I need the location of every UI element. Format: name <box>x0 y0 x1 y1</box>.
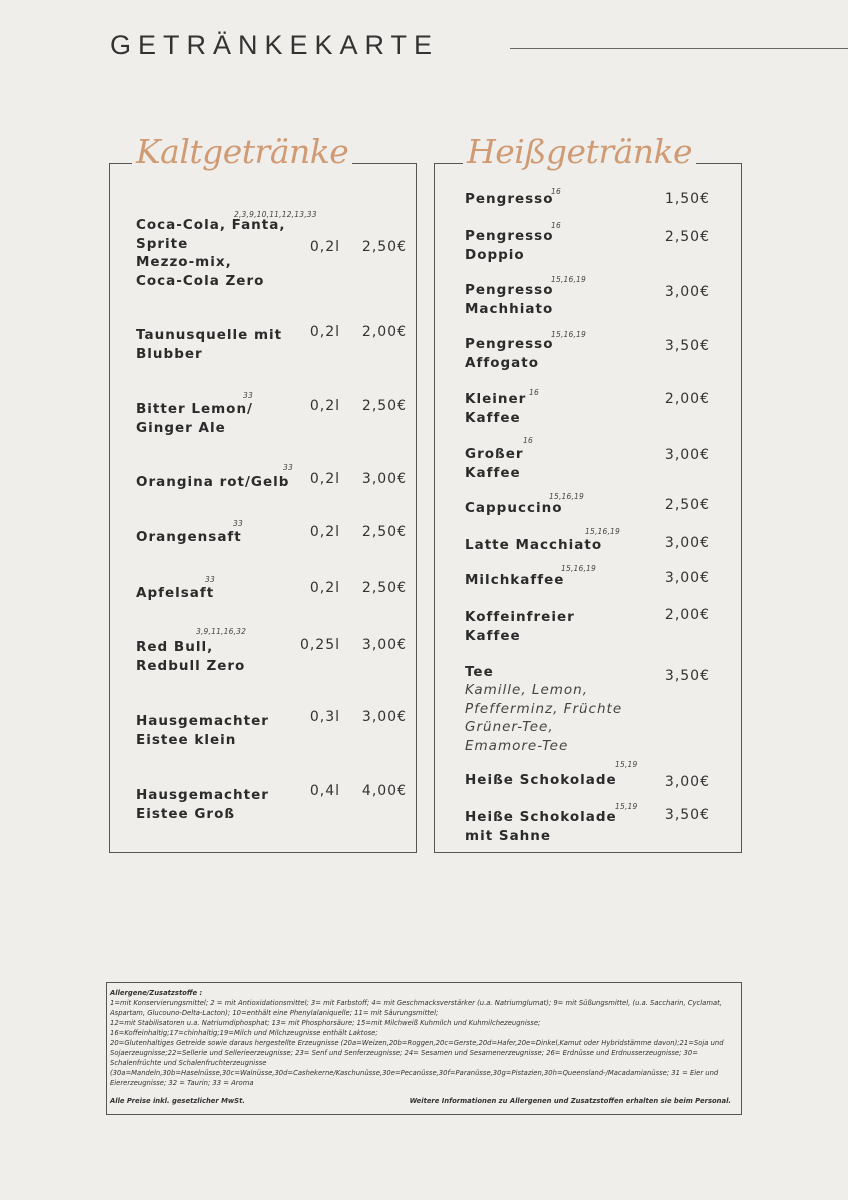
allergen-codes: 16 <box>523 436 533 445</box>
allergen-codes: 16 <box>551 187 561 196</box>
item-price: 2,00€ <box>664 391 710 407</box>
item-name: Bitter Lemon/ Ginger Ale <box>136 401 253 436</box>
allergen-codes: 33 <box>233 519 243 528</box>
allergen-codes: 16 <box>551 221 561 230</box>
item-name: Taunusquelle mit Blubber <box>136 327 283 362</box>
item-name: Großer Kaffee <box>465 446 524 481</box>
item-price: 3,00€ <box>361 709 407 725</box>
allergen-line: 16=Koffeinhaltig;17=chinhaltig;19=Milch und Milchzeugnisse enthält Laktose; <box>110 1029 378 1037</box>
allergen-codes: 15,16,19 <box>551 330 586 339</box>
item-volume: 0,2l <box>309 239 340 255</box>
item-volume: 0,3l <box>309 709 340 725</box>
allergen-codes: 33 <box>243 391 253 400</box>
item-price: 1,50€ <box>664 191 710 207</box>
item-name: Hausgemachter Eistee Groß <box>136 787 269 822</box>
item-name: Koffeinfreier Kaffee <box>465 609 575 644</box>
item-price: 2,50€ <box>361 524 407 540</box>
item-volume: 0,2l <box>309 580 340 596</box>
item-name: Heiße Schokolade mit Sahne <box>465 809 617 844</box>
item-volume: 0,4l <box>309 783 340 799</box>
item-volume: 0,2l <box>309 524 340 540</box>
item-volume: 0,2l <box>309 471 340 487</box>
item-price: 3,00€ <box>664 447 710 463</box>
allergen-line: 12=mit Stabilisatoren u.a. Natriumdiphosphat; 13= mit Phosphorsäure; 15=mit Milchweiß Kuhmilch und Kuhmilchezeugnisse; <box>110 1019 541 1027</box>
allergen-legend <box>106 982 742 1115</box>
item-volume: 0,2l <box>309 398 340 414</box>
item-volume: 0,2l <box>309 324 340 340</box>
page-title: GETRÄNKEKARTE <box>110 30 440 60</box>
item-name: Coca-Cola, Fanta, Sprite Mezzo-mix, Coca-Cola Zero <box>136 217 286 289</box>
item-price: 3,50€ <box>664 668 710 684</box>
allergen-codes: 16 <box>529 388 539 397</box>
item-price: 4,00€ <box>361 783 407 799</box>
allergen-codes: 33 <box>283 463 293 472</box>
staff-info-note: Weitere Informationen zu Allergenen und Zusatzstoffen erhalten sie beim Personal. <box>409 1097 731 1105</box>
item-name: Apfelsaft <box>136 585 215 601</box>
item-name: Hausgemachter Eistee klein <box>136 713 269 748</box>
item-name: Orangensaft <box>136 529 242 545</box>
item-price: 3,00€ <box>664 284 710 300</box>
item-price: 2,00€ <box>664 607 710 623</box>
item-price: 3,00€ <box>664 774 710 790</box>
item-volume: 0,25l <box>299 637 340 653</box>
item-price: 2,00€ <box>361 324 407 340</box>
item-name: Red Bull, Redbull Zero <box>136 639 246 674</box>
vat-note: Alle Preise inkl. gesetzlicher MwSt. <box>110 1097 245 1105</box>
cold-drinks-section <box>109 132 417 853</box>
allergen-codes: 15,16,19 <box>585 527 620 536</box>
allergen-title: Allergene/Zusatzstoffe : <box>110 989 203 997</box>
allergen-codes: 33 <box>205 575 215 584</box>
item-price: 3,00€ <box>664 570 710 586</box>
allergen-codes: 3,9,11,16,32 <box>196 627 247 636</box>
item-price: 3,00€ <box>361 471 407 487</box>
allergen-line: 1=mit Konservierungsmittel; 2 = mit Antioxidationsmittel; 3= mit Farbstoff; 4= mit Geschmacksverstärker (u.a. Natriumglumat); 9= mit Süßungsmittel, (u.a. Saccharin, Cyclamat, Aspartam, Glucouno-Delta-Lacton); 10=enthält eine Phenylalaniquelle; 11= mit Säurungsmittel; <box>110 999 722 1017</box>
item-price: 3,00€ <box>361 637 407 653</box>
allergen-codes: 15,19 <box>615 802 638 811</box>
item-name: Pengresso Affogato <box>465 336 554 371</box>
item-name: Heiße Schokolade <box>465 772 617 788</box>
item-name: Cappuccino <box>465 500 563 516</box>
item-description: Kamille, Lemon, Pfefferminz, Früchte Grüner-Tee, Emamore-Tee <box>465 682 623 754</box>
allergen-footer <box>110 1096 731 1106</box>
allergen-codes: 15,19 <box>615 760 638 769</box>
hot-drinks-heading: Heißgetränke <box>463 132 696 171</box>
allergen-codes: 15,16,19 <box>561 564 596 573</box>
allergen-codes: 15,16,19 <box>551 275 586 284</box>
allergen-line: 20=Glutenhaltiges Getreide sowie daraus hergestellte Erzeugnisse (20a=Weizen,20b=Roggen,20c=Gerste,20d=Hafer,20e=Dinkel,Kamut oder Hybridstämme davon);21=Soja und Sojaerzeugnisse;22=Sellerie und Sellerieerzeugnisse; 23= Senf und Senferzeugnisse; 24= Sesamen und Sesamenerzeugnisse; 26= Erdnüsse und Erdnusserzeugnisse; 30= Schalenfrüchte und Schalenfruchterzeugnisse (30a=Mandeln,30b=Haselnüsse,30c=Walnüsse,30d=Cashekerne/Kaschunüsse,30e=Pecanüsse,30f=Paranüsse,30g=Pistazien,30h=Queensland-/Macadamianüsse; 31 = Eier und Eiererzeugnisse; 32 = Taurin; 33 = Aroma <box>110 1039 724 1087</box>
allergen-codes: 15,16,19 <box>549 492 584 501</box>
item-price: 2,50€ <box>361 580 407 596</box>
item-price: 3,50€ <box>664 807 710 823</box>
title-divider <box>510 48 848 49</box>
item-name: Pengresso Doppio <box>465 228 554 263</box>
item-name: Orangina rot/Gelb <box>136 474 290 490</box>
item-price: 2,50€ <box>664 229 710 245</box>
item-name: Latte Macchiato <box>465 537 603 553</box>
item-price: 2,50€ <box>361 398 407 414</box>
item-price: 3,00€ <box>664 535 710 551</box>
hot-drinks-section <box>434 132 742 853</box>
item-price: 2,50€ <box>664 497 710 513</box>
allergen-codes: 2,3,9,10,11,12,13,33 <box>234 210 317 219</box>
cold-drinks-heading: Kaltgetränke <box>132 132 352 171</box>
item-name: Pengresso <box>465 191 554 207</box>
item-price: 3,50€ <box>664 338 710 354</box>
item-price: 2,50€ <box>361 239 407 255</box>
item-name: Pengresso Machhiato <box>465 282 554 317</box>
item-name: Tee <box>465 664 494 680</box>
item-name: Milchkaffee <box>465 572 565 588</box>
item-name: Kleiner Kaffee <box>465 391 527 426</box>
